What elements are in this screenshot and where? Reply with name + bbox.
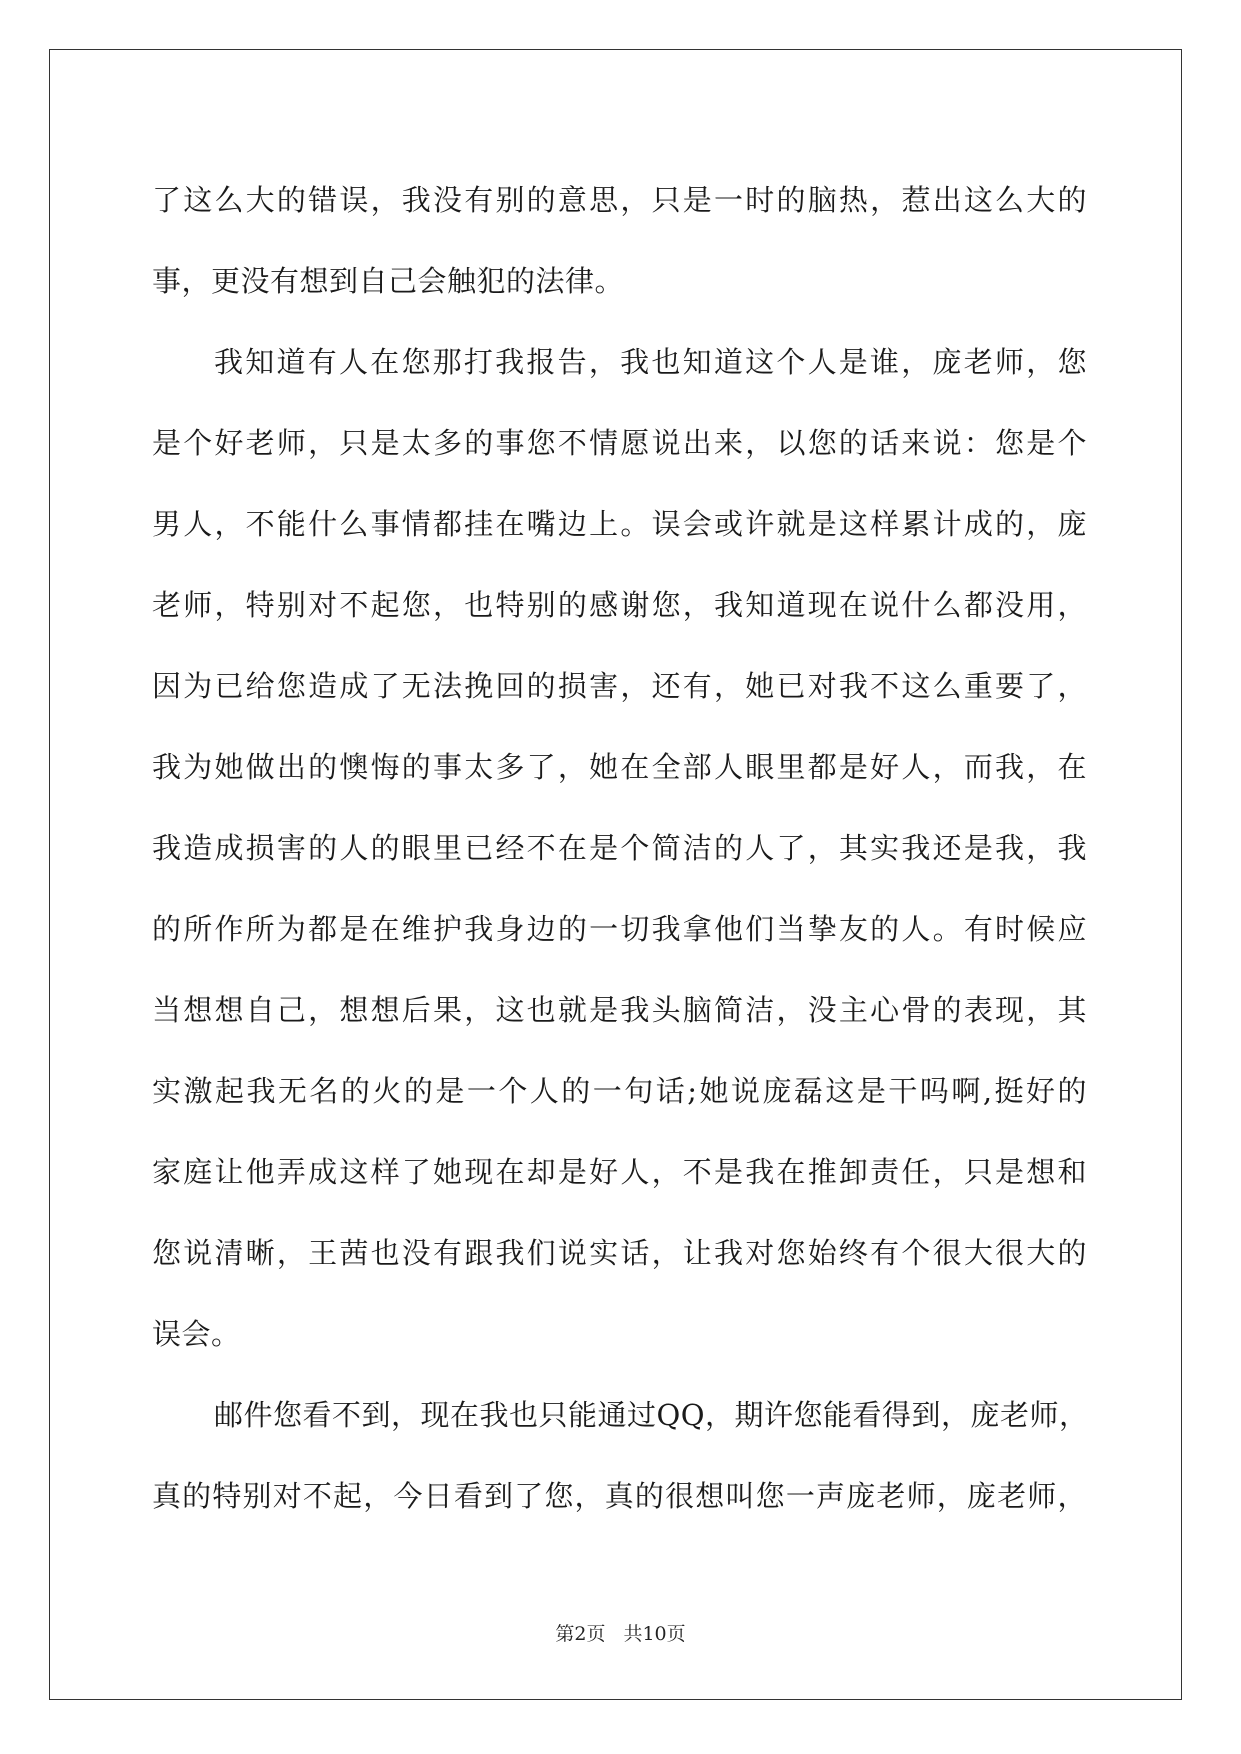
text-line: 事，更没有想到自己会触犯的法律。	[152, 264, 625, 298]
text-line: 您说清晰，王茜也没有跟我们说实话，让我对您始终有个很大很大的	[152, 1236, 1087, 1270]
text-line: 的所作所为都是在维护我身边的一切我拿他们当挚友的人。有时候应	[152, 912, 1087, 946]
text-line: 是个好老师，只是太多的事您不情愿说出来，以您的话来说：您是个	[152, 426, 1087, 460]
page-number: 第2页	[555, 1623, 606, 1645]
text-line: 了这么大的错误，我没有别的意思，只是一时的脑热，惹出这么大的	[152, 183, 1087, 217]
document-body	[152, 160, 1087, 1537]
text-line: 实激起我无名的火的是一个人的一句话;她说庞磊这是干吗啊,挺好的	[152, 1074, 1087, 1108]
text-line: 真的特别对不起，今日看到了您，真的很想叫您一声庞老师，庞老师，	[152, 1479, 1087, 1513]
text-line: 家庭让他弄成这样了她现在却是好人，不是我在推卸责任，只是想和	[152, 1155, 1087, 1189]
page-total: 共10页	[623, 1623, 686, 1645]
text-line: 当想想自己，想想后果，这也就是我头脑简洁，没主心骨的表现，其	[152, 993, 1087, 1027]
text-line: 因为已给您造成了无法挽回的损害，还有，她已对我不这么重要了，	[152, 669, 1087, 703]
text-line: 我知道有人在您那打我报告，我也知道这个人是谁，庞老师，您	[214, 345, 1087, 379]
text-line: 男人，不能什么事情都挂在嘴边上。误会或许就是这样累计成的，庞	[152, 507, 1087, 541]
page-footer	[0, 1622, 1241, 1646]
text-line: 我造成损害的人的眼里已经不在是个简洁的人了，其实我还是我，我	[152, 831, 1087, 865]
text-line: 我为她做出的懊悔的事太多了，她在全部人眼里都是好人，而我，在	[152, 750, 1087, 784]
text-line: 误会。	[152, 1317, 241, 1351]
text-line: 邮件您看不到，现在我也只能通过QQ，期许您能看得到，庞老师，	[214, 1398, 1089, 1432]
text-line: 老师，特别对不起您，也特别的感谢您，我知道现在说什么都没用，	[152, 588, 1087, 622]
